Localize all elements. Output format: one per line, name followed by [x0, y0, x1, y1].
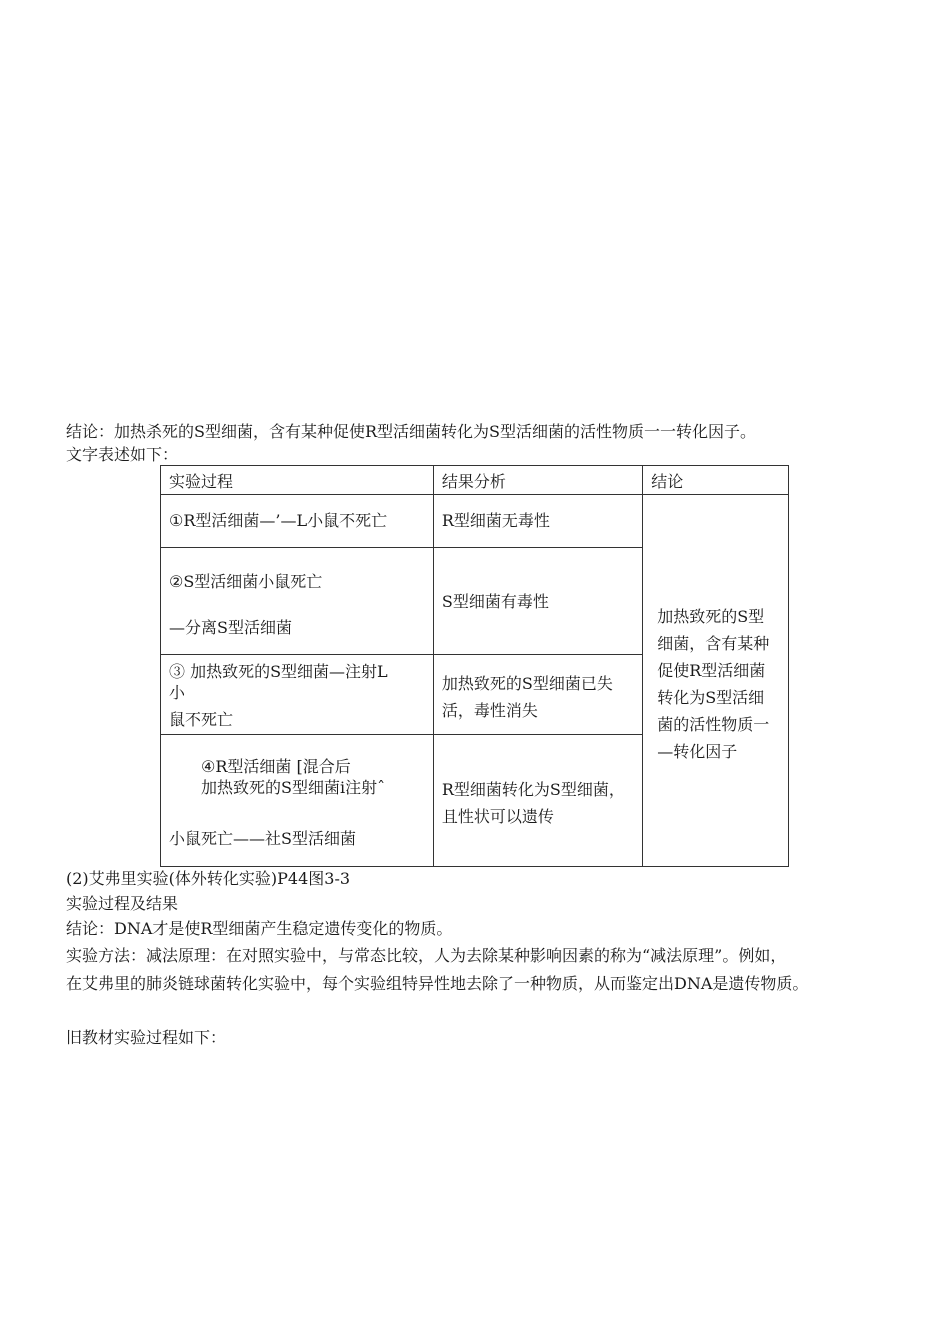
conclusion-cell: 加热致死的S型细菌，含有某种促使R型活细菌转化为S型活细菌的活性物质一—转化因子	[643, 495, 789, 867]
row3-result: 加热致死的S型细菌已失活，毒性消失	[433, 655, 642, 735]
section2-title: (2)艾弗里实验(体外转化实验)P44图3-3	[66, 869, 351, 888]
method-line-2: 在艾弗里的肺炎链球菌转化实验中，每个实验组特异性地去除了一种物质，从而鉴定出DNA是遗传物质。	[66, 974, 809, 993]
row1-process: ①R型活细菌—’—L小鼠不死亡	[161, 495, 434, 548]
row3-process: ③ 加热致死的S型细菌—注射L 小 鼠不死亡	[161, 655, 434, 735]
header-process: 实验过程	[161, 466, 434, 495]
section2-process: 实验过程及结果	[66, 894, 179, 913]
row1-result: R型细菌无毒性	[433, 495, 642, 548]
table-row	[161, 495, 789, 548]
header-conclusion: 结论	[643, 466, 789, 495]
intro-text: 文字表述如下：	[66, 445, 179, 464]
old-textbook-text: 旧教材实验过程如下：	[66, 1028, 227, 1047]
row2-result: S型细菌有毒性	[433, 548, 642, 655]
experiment-table	[160, 465, 789, 867]
row4-process: ④R型活细菌 [混合后 加热致死的S型细菌ⅰ注射ˆ 小鼠死亡——社S型活细菌	[161, 735, 434, 867]
conclusion-text: 结论：加热杀死的S型细菌，含有某种促使R型活细菌转化为S型活细菌的活性物质一一转化因子。	[66, 422, 756, 441]
row2-process: ②S型活细菌小鼠死亡 —分离S型活细菌	[161, 548, 434, 655]
table-header-row	[161, 466, 789, 495]
method-line-1: 实验方法：减法原理：在对照实验中，与常态比较，人为去除某种影响因素的称为“减法原理”。例如，	[66, 946, 787, 965]
row4-result: R型细菌转化为S型细菌，且性状可以遗传	[433, 735, 642, 867]
header-result: 结果分析	[433, 466, 642, 495]
section2-conclusion: 结论：DNA才是使R型细菌产生稳定遗传变化的物质。	[66, 919, 453, 938]
